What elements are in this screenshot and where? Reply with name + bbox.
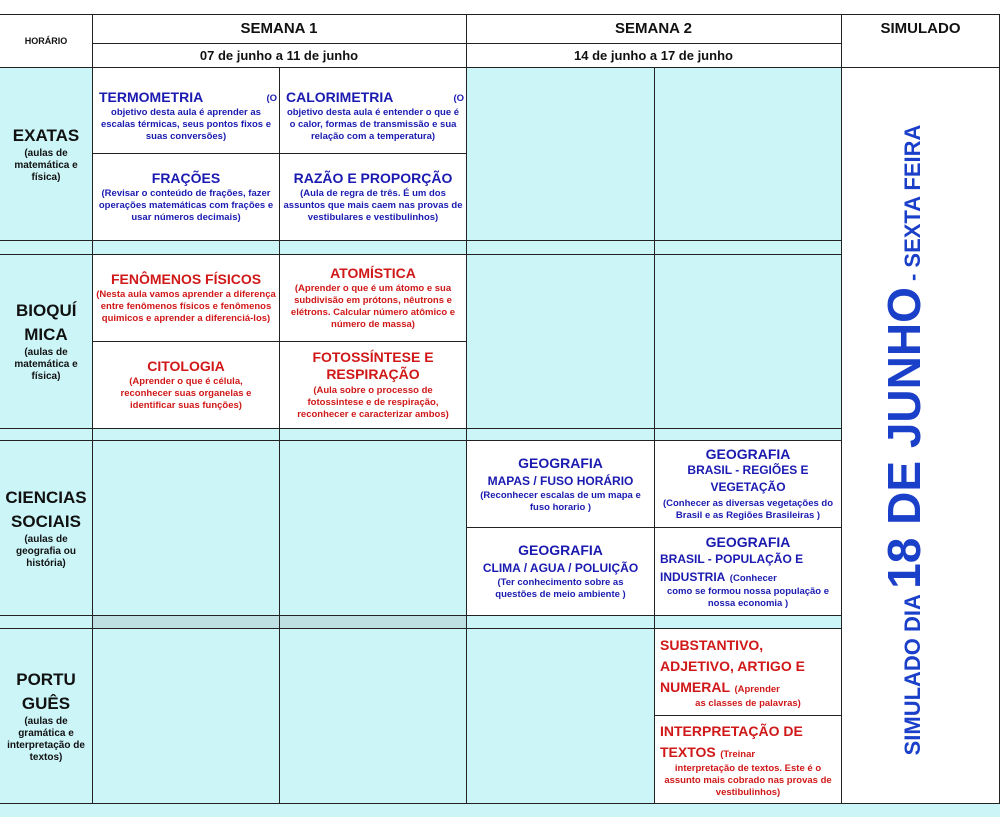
category-title: BIOQUÍ MICA [16,301,77,344]
lesson-substantivo [655,629,841,715]
horario-header: HORÁRIO [24,36,68,46]
simulado-text-part3: - SEXTA FEIRA [900,124,925,288]
lesson-desc-start: (O [266,92,277,104]
lesson-title: RAZÃO E PROPORÇÃO [293,170,453,186]
lesson-subtitle: BRASIL - REGIÕES E VEGETAÇÃO [687,463,809,494]
category-title: CIENCIAS SOCIAIS [5,487,87,531]
lesson-title: SUBSTANTIVO, ADJETIVO, ARTIGO E NUMERAL [660,636,805,695]
lesson-fenomenos-fisicos [93,255,279,341]
simulado-header: SIMULADO [880,20,961,37]
lesson-subtitle: CLIMA / AGUA / POLUIÇÃO [482,561,639,575]
lesson-title: INTERPRETAÇÃO DE TEXTOS [660,722,803,760]
semana2-header: SEMANA 2 [615,20,692,37]
lesson-desc-start: (Treinar [720,748,756,760]
category-desc: (aulas de geografia ou história) [15,533,76,569]
lesson-desc-start: (Conhecer [729,572,777,584]
lesson-geo-regioes [655,441,841,527]
lesson-calorimetria [280,78,466,153]
category-desc: (aulas de matemática e física) [14,148,78,183]
lesson-geo-populacao [655,528,841,615]
lesson-fotossintese [280,342,466,428]
lesson-desc: objetivo desta aula é aprender as escalas térmicas, seus pontos fixos e suas conversões) [100,106,272,142]
lesson-termometria [93,78,279,153]
lesson-desc: (Reconhecer escalas de um mapa e fuso horario ) [480,489,641,513]
lesson-desc: (Conhecer as diversas vegetações do Brasil e as Regiões Brasileiras ) [662,498,834,521]
lesson-title: GEOGRAFIA [705,446,791,462]
category-exatas [0,68,92,240]
lesson-desc: (Aprender o que é célula, reconhecer suas organelas e identificar suas funções) [120,376,252,411]
lesson-desc: interpretação de textos. Este é o assunto mais cobrado nas provas de vestibulinhos) [664,762,832,798]
lesson-razao-proporcao [280,154,466,240]
lesson-desc: (Aula de regra de três. É um dos assuntos que mais caem nas provas de vestibulares e vestibulinhos) [283,188,463,223]
simulado-vertical-text [877,125,931,756]
lesson-title: FENÔMENOS FÍSICOS [110,271,262,287]
lesson-subtitle: BRASIL - POPULAÇÃO E INDUSTRIA [660,551,804,584]
lesson-title: TERMOMETRIA [99,88,204,105]
category-desc: (aulas de matemática e física) [14,347,78,382]
lesson-geo-clima [467,528,654,615]
lesson-title: FRAÇÕES [151,170,221,186]
lesson-desc: (Nesta aula vamos aprender a diferença entre fenômenos físicos e fenômenos quimicos e aprender a diferenciá-los) [96,289,276,324]
category-bioquimica [0,254,92,428]
category-portugues [0,628,92,803]
category-desc: (aulas de gramática e interpretação de textos) [7,715,85,763]
lesson-desc-start: (Aprender [734,683,780,695]
lesson-desc: (Ter conhecimento sobre as questões de meio ambiente ) [495,577,626,600]
lesson-desc: como se formou nossa população e nossa economia ) [666,585,830,609]
semana2-dates: 14 de junho a 17 de junho [574,48,733,63]
lesson-desc: objetivo desta aula é entender o que é o calor, formas de transmissão e sua relação com a temperatura) [286,106,460,142]
lesson-desc-start: (O [453,92,464,104]
lesson-title: CALORIMETRIA [286,88,394,105]
lesson-title: FOTOSSÍNTESE E RESPIRAÇÃO [312,349,434,382]
lesson-title: CITOLOGIA [147,358,225,374]
lesson-desc: (Aprender o que é um átomo e sua subdivisão em prótons, nêutrons e elétrons. Calcular número atômico e número de massa) [290,283,456,330]
lesson-desc: (Revisar o conteúdo de frações, fazer operações matemáticas com frações e usar números decimais) [98,188,274,223]
lesson-interpretacao [655,716,841,803]
simulado-text-date: 18 DE JUNHO [878,287,930,589]
lesson-fracoes [93,154,279,240]
lesson-desc: as classes de palavras) [695,697,801,709]
lesson-title: GEOGRAFIA [518,454,603,471]
lesson-atomistica [280,255,466,341]
lesson-title: GEOGRAFIA [518,542,603,558]
lesson-citologia [93,342,279,428]
semana1-header: SEMANA 1 [240,20,318,37]
simulado-text-part1: SIMULADO DIA [900,588,925,756]
lesson-title: ATOMÍSTICA [330,265,416,281]
lesson-title: GEOGRAFIA [705,533,791,550]
category-ciencias [0,440,92,615]
lesson-desc: (Aula sobre o processo de fotossintese e de respiração, reconhecer e caracterizar ambos) [297,385,449,420]
semana1-dates: 07 de junho a 11 de junho [199,48,359,63]
category-title: PORTU GUÊS [16,669,76,713]
lesson-geo-mapas [467,441,654,527]
category-title: EXATAS [12,126,80,145]
lesson-subtitle: MAPAS / FUSO HORÁRIO [487,473,634,488]
